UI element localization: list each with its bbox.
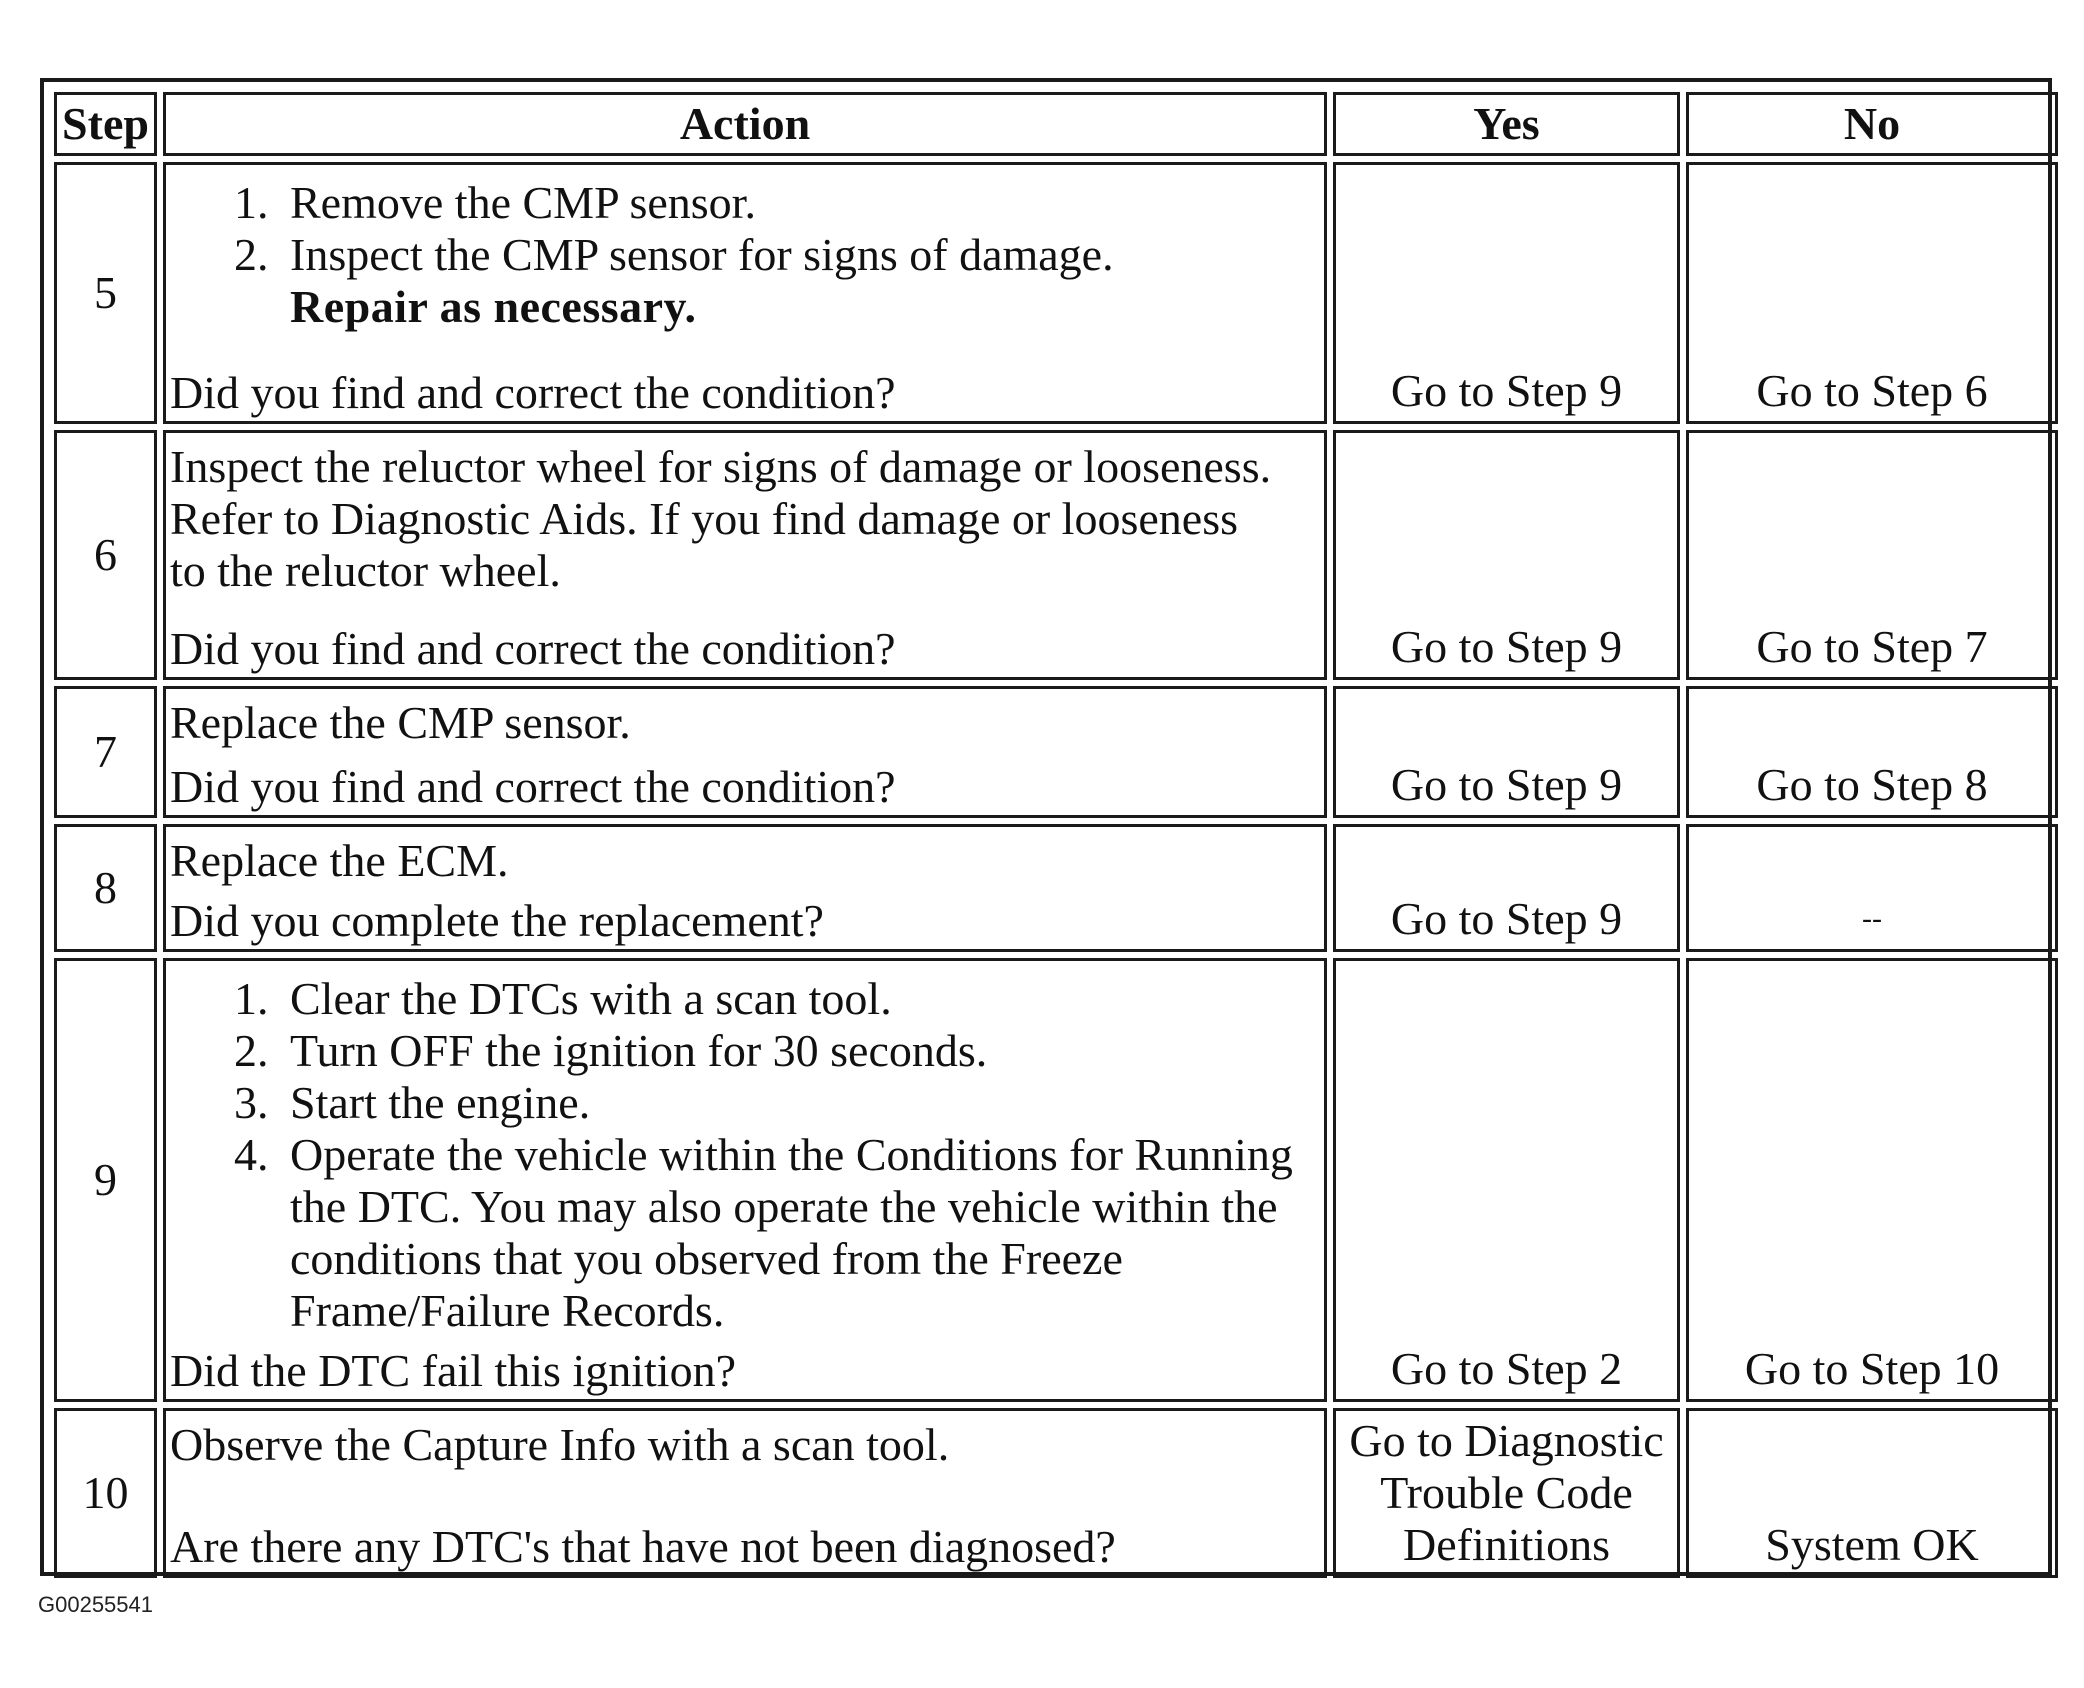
action-cell	[163, 430, 1327, 680]
table-row	[54, 958, 2058, 1402]
table-row	[54, 824, 2058, 952]
action-cell	[163, 958, 1327, 1402]
figure-id: G00255541	[38, 1592, 153, 1617]
table-row	[54, 1408, 2058, 1578]
yes-cell: Go to Step 9	[1333, 824, 1680, 952]
yes-cell: Go to Step 2	[1333, 958, 1680, 1402]
list-item-text: Inspect the CMP sensor for signs of damage.	[290, 229, 1114, 280]
yes-line: Go to Diagnostic	[1349, 1415, 1664, 1466]
action-cell	[163, 686, 1327, 818]
no-cell: Go to Step 6	[1686, 162, 2058, 424]
list-item: 1. Clear the DTCs with a scan tool.	[280, 973, 1320, 1025]
yes-cell: Go to Step 9	[1333, 162, 1680, 424]
list-item: 4. Operate the vehicle within the Conditions for Running the DTC. You may also operate the vehicle within the conditions that you observed from the Freeze Frame/Failure Records.	[280, 1129, 1320, 1337]
no-cell: Go to Step 10	[1686, 958, 2058, 1402]
action-cell	[163, 1408, 1327, 1578]
action-text: Replace the CMP sensor.	[170, 697, 631, 748]
header-step: Step	[54, 92, 157, 156]
action-question: Did you find and correct the condition?	[170, 367, 896, 418]
step-number: 10	[54, 1408, 157, 1578]
table-row	[54, 162, 2058, 424]
action-question: Did the DTC fail this ignition?	[170, 1345, 736, 1396]
step-number: 8	[54, 824, 157, 952]
header-action: Action	[163, 92, 1327, 156]
table-row	[54, 686, 2058, 818]
action-line: Refer to Diagnostic Aids. If you find damage or looseness	[170, 493, 1238, 544]
header-row	[54, 92, 2058, 156]
yes-cell: Go to Step 9	[1333, 430, 1680, 680]
list-item: 3. Start the engine.	[280, 1077, 1320, 1129]
header-no: No	[1686, 92, 2058, 156]
no-cell: System OK	[1686, 1408, 2058, 1578]
action-text: Observe the Capture Info with a scan tool.	[170, 1419, 950, 1470]
step-number: 9	[54, 958, 157, 1402]
action-question: Did you find and correct the condition?	[170, 623, 896, 674]
table-row	[54, 430, 2058, 680]
step-number: 7	[54, 686, 157, 818]
no-cell: Go to Step 8	[1686, 686, 2058, 818]
list-item: 1. Remove the CMP sensor.	[280, 177, 1320, 229]
diagnostic-table-frame	[40, 78, 2052, 1576]
action-list	[170, 177, 1320, 333]
step-number: 5	[54, 162, 157, 424]
list-item	[280, 229, 1320, 333]
no-cell: --	[1686, 824, 2058, 952]
yes-line: Definitions	[1403, 1519, 1610, 1570]
step-number: 6	[54, 430, 157, 680]
action-question: Did you find and correct the condition?	[170, 761, 896, 812]
action-line: to the reluctor wheel.	[170, 545, 561, 596]
action-list	[170, 973, 1320, 1337]
action-cell	[163, 162, 1327, 424]
action-question: Are there any DTC's that have not been diagnosed?	[170, 1521, 1116, 1572]
yes-line: Trouble Code	[1380, 1467, 1633, 1518]
yes-cell: Go to Step 9	[1333, 686, 1680, 818]
action-text: Replace the ECM.	[170, 835, 509, 886]
action-line: Inspect the reluctor wheel for signs of damage or looseness.	[170, 441, 1272, 492]
header-yes: Yes	[1333, 92, 1680, 156]
no-cell: Go to Step 7	[1686, 430, 2058, 680]
diagnostic-table	[48, 86, 2064, 1584]
action-note: Repair as necessary.	[290, 281, 697, 332]
list-item: 2. Turn OFF the ignition for 30 seconds.	[280, 1025, 1320, 1077]
yes-cell	[1333, 1408, 1680, 1578]
action-question: Did you complete the replacement?	[170, 895, 824, 946]
action-cell	[163, 824, 1327, 952]
